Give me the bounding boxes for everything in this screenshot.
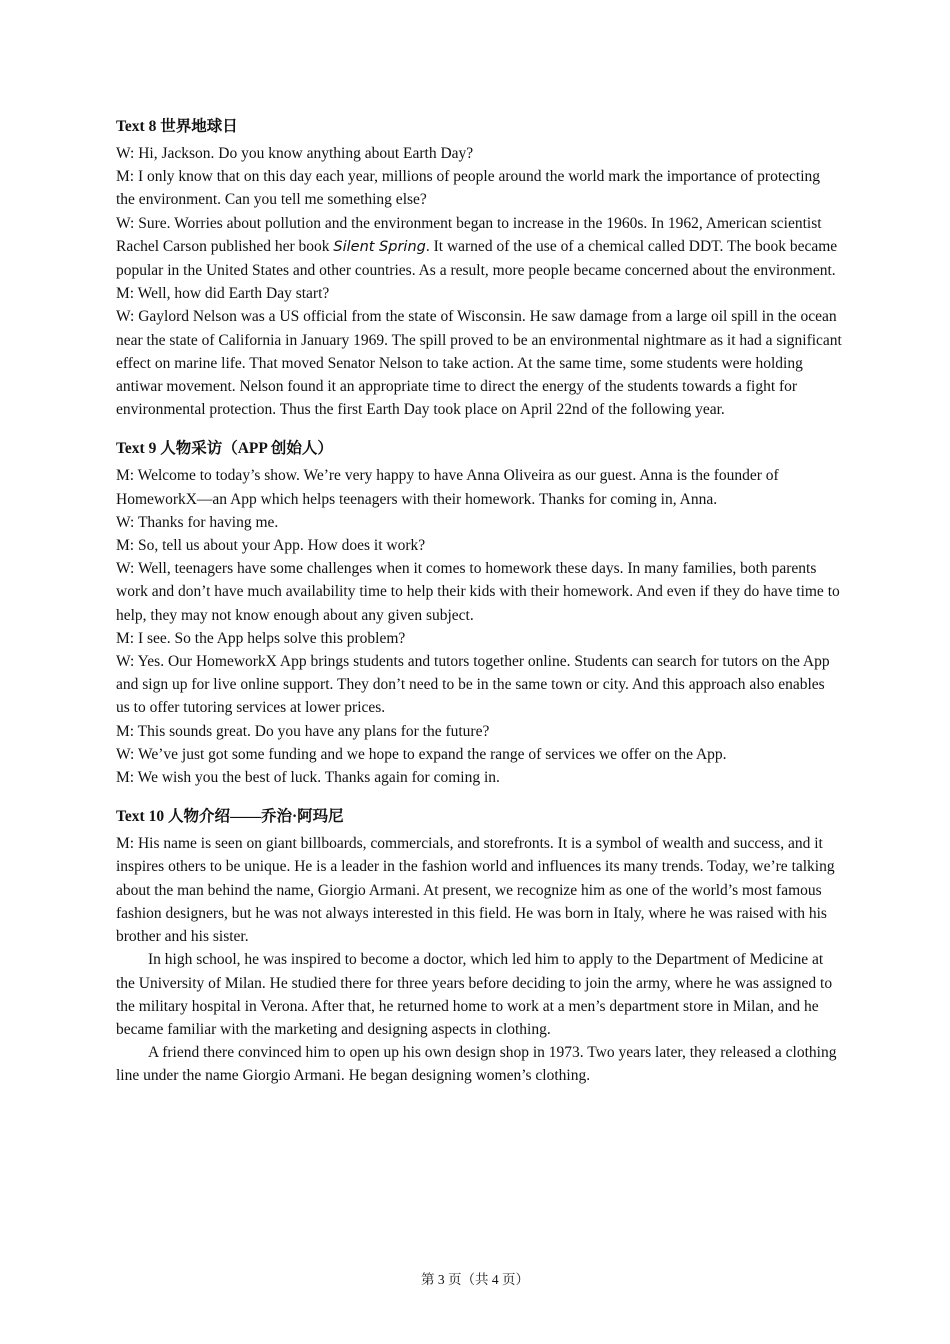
book-title: Silent Spring [333, 238, 426, 255]
section-text-9 [116, 437, 842, 789]
dialogue-line: M: This sounds great. Do you have any plans for the future? [116, 722, 490, 740]
line-text: . It warned of the use of a chemical called DDT. The book became popular in the United States and other countries. As a result, more people became concerned about the environment. [116, 237, 838, 280]
section-heading: Text 10 人物介绍——乔治·阿玛尼 [116, 808, 344, 826]
dialogue-line: W: Yes. Our HomeworkX App brings students and tutors together online. Students can search for tutors on the App and sign up for live online support. They don’t need to be in the same town or city. And this approach also enables us to offer tutoring services at lower prices. [116, 653, 830, 717]
paragraph: A friend there convinced him to open up his own design shop in 1973. Two years later, they released a clothing line under the name Giorgio Armani. He began designing women’s clothing. [116, 1044, 837, 1085]
section-heading: Text 9 人物采访（APP 创始人） [116, 440, 333, 458]
section-text-10 [116, 805, 842, 1087]
dialogue-line: M: So, tell us about your App. How does it work? [116, 537, 426, 555]
dialogue-line: M: I see. So the App helps solve this problem? [116, 629, 406, 647]
dialogue-line: W: Thanks for having me. [116, 513, 279, 531]
dialogue-line: M: We wish you the best of luck. Thanks again for coming in. [116, 769, 500, 787]
page-footer: 第 3 页（共 4 页） [421, 1272, 529, 1287]
dialogue-line: M: I only know that on this day each year, millions of people around the world mark the importance of protecting the environment. Can you tell me something else? [116, 168, 821, 209]
dialogue-line: W: We’ve just got some funding and we hope to expand the range of services we offer on the App. [116, 745, 727, 763]
dialogue-line [116, 212, 842, 283]
section-heading: Text 8 世界地球日 [116, 118, 238, 135]
section-text-8 [116, 115, 842, 421]
line-text: W: Sure. Worries about pollution and the environment began to increase in the 1960s. In 1962, American scientist Rachel Carson published her book [116, 214, 822, 255]
dialogue-line: M: Well, how did Earth Day start? [116, 285, 330, 303]
page-content [116, 115, 842, 1104]
dialogue-line: W: Gaylord Nelson was a US official from the state of Wisconsin. He saw damage from a large oil spill in the ocean near the state of California in January 1969. The spill proved to be an environmental nightmare as it had a significant effect on marine life. That moved Senator Nelson to take action. At the same time, some students were holding antiwar movement. Nelson found it an appropriate time to direct the energy of the students towards a fight for environmental protection. Thus the first Earth Day took place on April 22nd of the following year. [116, 308, 842, 419]
paragraph: M: His name is seen on giant billboards, commercials, and storefronts. It is a symbol of wealth and success, and it inspires others to be unique. He is a leader in the fashion world and influences its many trends. Today, we’re talking about the man behind the name, Giorgio Armani. At present, we recognize him as one of the world’s most famous fashion designers, but he was not always interested in this field. He was born in Italy, where he was raised with his brother and his sister. [116, 835, 835, 946]
dialogue-line: W: Hi, Jackson. Do you know anything about Earth Day? [116, 145, 474, 162]
dialogue-line: M: Welcome to today’s show. We’re very happy to have Anna Oliveira as our guest. Anna is the founder of HomeworkX—an App which helps teenagers with their homework. Thanks for coming in, Anna. [116, 467, 779, 508]
paragraph: In high school, he was inspired to become a doctor, which led him to apply to the Department of Medicine at the University of Milan. He studied there for three years before deciding to join the army, where he was assigned to the military hospital in Verona. After that, he returned home to work at a men’s department store in Milan, and he became familiar with the marketing and designing aspects in clothing. [116, 951, 833, 1038]
dialogue-line: W: Well, teenagers have some challenges when it comes to homework these days. In many families, both parents work and don’t have much availability time to help their kids with their homework. And even if they do have time to help, they may not know enough about any given subject. [116, 560, 840, 624]
